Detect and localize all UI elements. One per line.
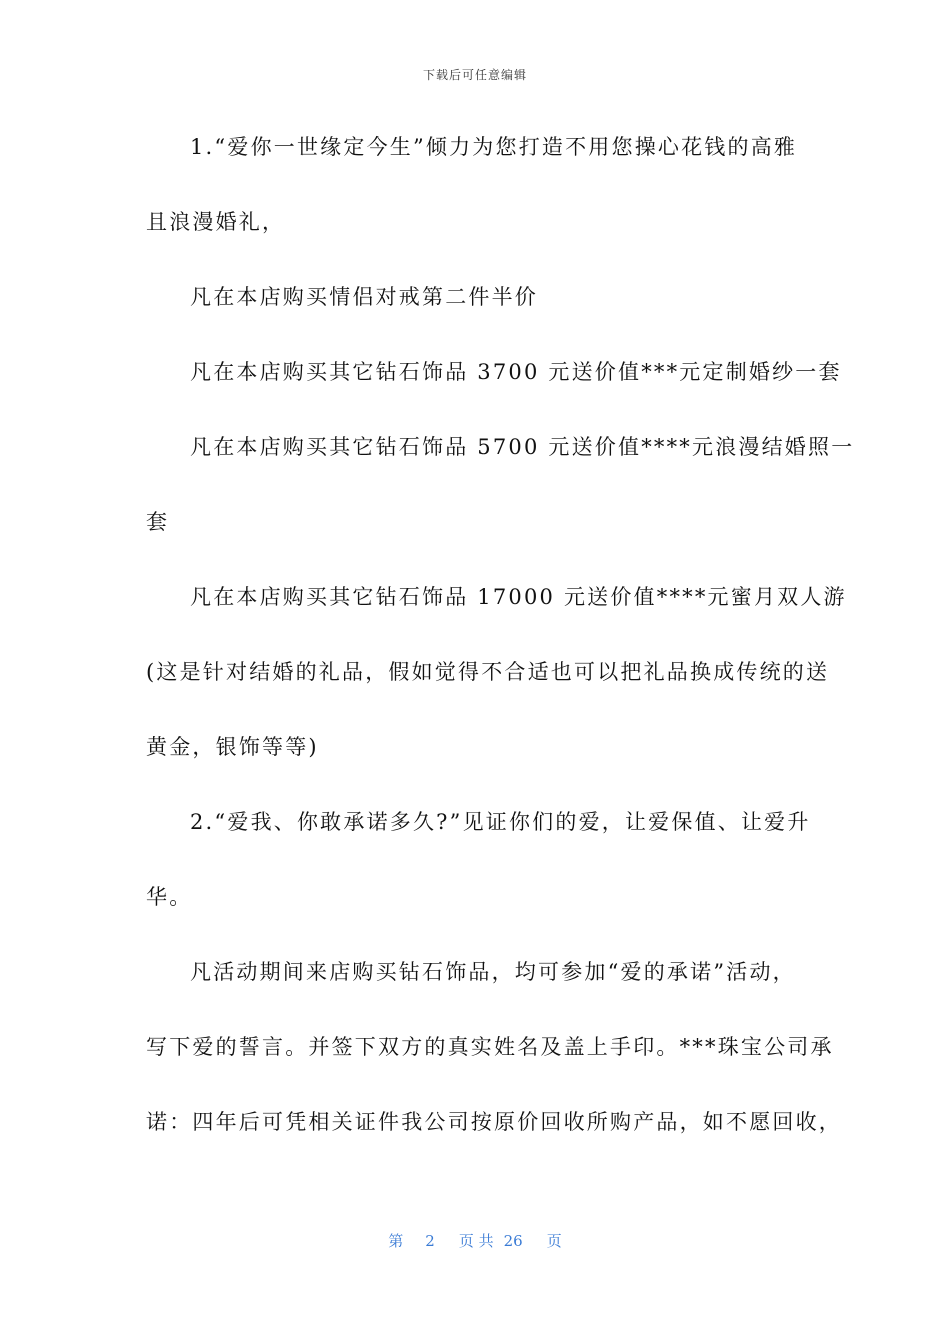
paragraph-line: 凡在本店购买其它钻石饰品 5700 元送价值****元浪漫结婚照一 [190, 435, 855, 459]
paragraph-line: 诺：四年后可凭相关证件我公司按原价回收所购产品，如不愿回收， [146, 1110, 842, 1134]
footer-current-page: 2 [425, 1232, 435, 1250]
paragraph-line: 华。 [146, 885, 193, 909]
paragraph-line: 凡在本店购买其它钻石饰品 17000 元送价值****元蜜月双人游 [190, 585, 847, 609]
footer-prefix: 第 [388, 1232, 404, 1250]
paragraph-line: 2.“爱我、你敢承诺多久?”见证你们的爱，让爱保值、让爱升 [190, 810, 811, 834]
page-footer [0, 1230, 950, 1251]
footer-suffix: 页 [546, 1232, 562, 1250]
paragraph-line: 且浪漫婚礼， [146, 210, 286, 234]
footer-middle: 页 共 [458, 1232, 494, 1250]
paragraph-line: (这是针对结婚的礼品，假如觉得不合适也可以把礼品换成传统的送 [146, 660, 830, 684]
footer-total-pages: 26 [503, 1232, 523, 1250]
page-header: 下载后可任意编辑 [422, 68, 527, 82]
paragraph-line: 1.“爱你一世缘定今生”倾力为您打造不用您操心花钱的高雅 [190, 135, 798, 159]
paragraph-line: 凡在本店购买其它钻石饰品 3700 元送价值***元定制婚纱一套 [190, 360, 842, 384]
paragraph-line: 写下爱的誓言。并签下双方的真实姓名及盖上手印。***珠宝公司承 [146, 1035, 834, 1059]
paragraph-line: 凡在本店购买情侣对戒第二件半价 [190, 285, 538, 309]
paragraph-line: 套 [146, 510, 170, 534]
paragraph-line: 黄金，银饰等等) [146, 735, 319, 759]
paragraph-line: 凡活动期间来店购买钻石饰品，均可参加“爱的承诺”活动， [190, 960, 796, 984]
